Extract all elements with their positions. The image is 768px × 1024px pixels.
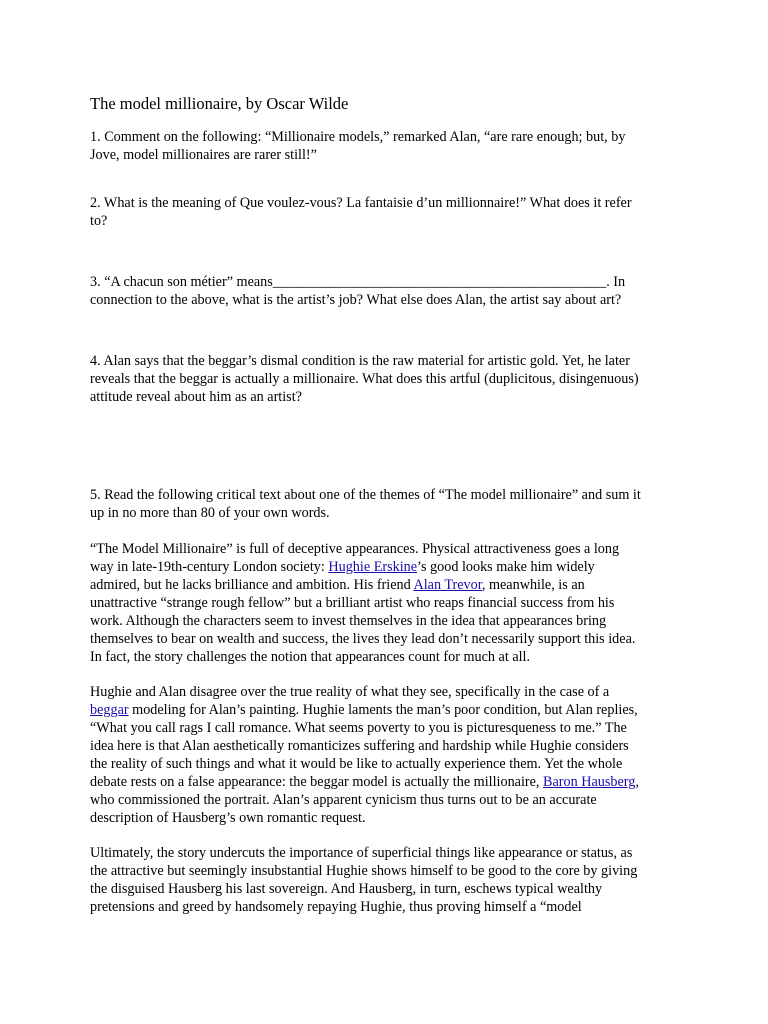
- paragraph-1-line-3-text: admired, but he lacks brilliance and ambition. His friend: [90, 577, 414, 593]
- question-3: [90, 273, 682, 309]
- document-title: The model millionaire, by Oscar Wilde: [90, 94, 349, 113]
- question-4-line-2: reveals that the beggar is actually a millionaire. What does this artful (duplicitous, disingenuous): [90, 371, 639, 387]
- critical-text-paragraph-2: [90, 683, 682, 827]
- answer-blank: _______________________________________________: [272, 274, 607, 290]
- question-1-line-1: 1. Comment on the following: “Millionaire models,” remarked Alan, “are rare enough; but, by: [90, 129, 626, 145]
- question-5: [90, 486, 682, 522]
- paragraph-2-line-6-text: debate rests on a false appearance: the beggar model is actually the millionaire,: [90, 774, 544, 790]
- hughie-erskine-link[interactable]: Hughie Erskine: [328, 559, 418, 575]
- paragraph-2-line-2: [90, 701, 682, 719]
- paragraph-2-line-3: “What you call rags I call romance. What seems poverty to you is picturesqueness to me.” The: [90, 720, 627, 736]
- question-5-line-2: up in no more than 80 of your own words.: [90, 505, 330, 521]
- paragraph-3-line-1: Ultimately, the story undercuts the importance of superficial things like appearance or status, as: [90, 845, 633, 861]
- question-3-prompt: 3. “A chacun son métier” means: [90, 274, 273, 290]
- paragraph-2-line-8: description of Hausberg’s own romantic request.: [90, 810, 366, 826]
- question-3-line-2: connection to the above, what is the artist’s job? What else does Alan, the artist say about art?: [90, 292, 622, 308]
- paragraph-1-line-2-tail: ’s good looks make him widely: [417, 559, 595, 575]
- paragraph-1-line-1: “The Model Millionaire” is full of deceptive appearances. Physical attractiveness goes a long: [90, 541, 620, 557]
- paragraph-1-line-5: work. Although the characters seem to invest themselves in the idea that appearances bring: [90, 613, 607, 629]
- question-2-line-2: to?: [90, 213, 108, 229]
- paragraph-1-line-6: themselves to bear on wealth and success, the lives they lead don’t necessarily support this idea.: [90, 631, 636, 647]
- paragraph-1-line-2-text: way in late-19th-century London society:: [90, 559, 329, 575]
- critical-text-paragraph-3: [90, 844, 682, 916]
- question-3-tail: . In: [606, 274, 626, 290]
- paragraph-1-line-3: [90, 576, 682, 594]
- question-2: [90, 194, 682, 230]
- question-4-line-3: attitude reveal about him as an artist?: [90, 389, 302, 405]
- question-1-line-2: Jove, model millionaires are rarer still!”: [90, 147, 317, 163]
- alan-trevor-link[interactable]: Alan Trevor: [413, 577, 482, 593]
- paragraph-2-line-5: the reality of such things and what it would be like to actually experience them. Yet the whole: [90, 756, 623, 772]
- question-2-line-1: 2. What is the meaning of Que voulez-vous? La fantaisie d’un millionnaire!” What does it refer: [90, 195, 632, 211]
- baron-hausberg-link[interactable]: Baron Hausberg: [543, 774, 636, 790]
- paragraph-2-line-2-text: modeling for Alan’s painting. Hughie laments the man’s poor condition, but Alan replies,: [128, 702, 638, 718]
- paragraph-3-line-2: the attractive but seemingly insubstantial Hughie shows himself to be good to the core by giving: [90, 863, 638, 879]
- beggar-link[interactable]: beggar: [90, 702, 129, 718]
- paragraph-3-line-3: the disguised Hausberg his last sovereign. And Hausberg, in turn, eschews typical wealthy: [90, 881, 603, 897]
- paragraph-2-line-7: who commissioned the portrait. Alan’s apparent cynicism thus turns out to be an accurate: [90, 792, 597, 808]
- question-4-line-1: 4. Alan says that the beggar’s dismal condition is the raw material for artistic gold. Yet, he later: [90, 353, 630, 369]
- question-4: [90, 352, 682, 406]
- paragraph-2-line-1: Hughie and Alan disagree over the true reality of what they see, specifically in the case of a: [90, 684, 610, 700]
- paragraph-2-line-6: [90, 773, 682, 791]
- question-3-line-1: [90, 273, 682, 291]
- critical-text-paragraph-1: [90, 540, 682, 666]
- paragraph-1-line-4: unattractive “strange rough fellow” but a brilliant artist who reaps financial success from his: [90, 595, 615, 611]
- paragraph-1-line-3-tail: , meanwhile, is an: [481, 577, 585, 593]
- paragraph-3-line-4: pretensions and greed by handsomely repaying Hughie, thus proving himself a “model: [90, 899, 582, 915]
- paragraph-1-line-2: [90, 558, 682, 576]
- question-5-line-1: 5. Read the following critical text about one of the themes of “The model millionaire” and sum it: [90, 487, 641, 503]
- paragraph-2-line-4: idea here is that Alan aesthetically romanticizes suffering and hardship while Hughie considers: [90, 738, 629, 754]
- paragraph-1-line-7: In fact, the story challenges the notion that appearances count for much at all.: [90, 649, 531, 665]
- question-1: [90, 128, 682, 164]
- paragraph-2-line-6-tail: ,: [635, 774, 639, 790]
